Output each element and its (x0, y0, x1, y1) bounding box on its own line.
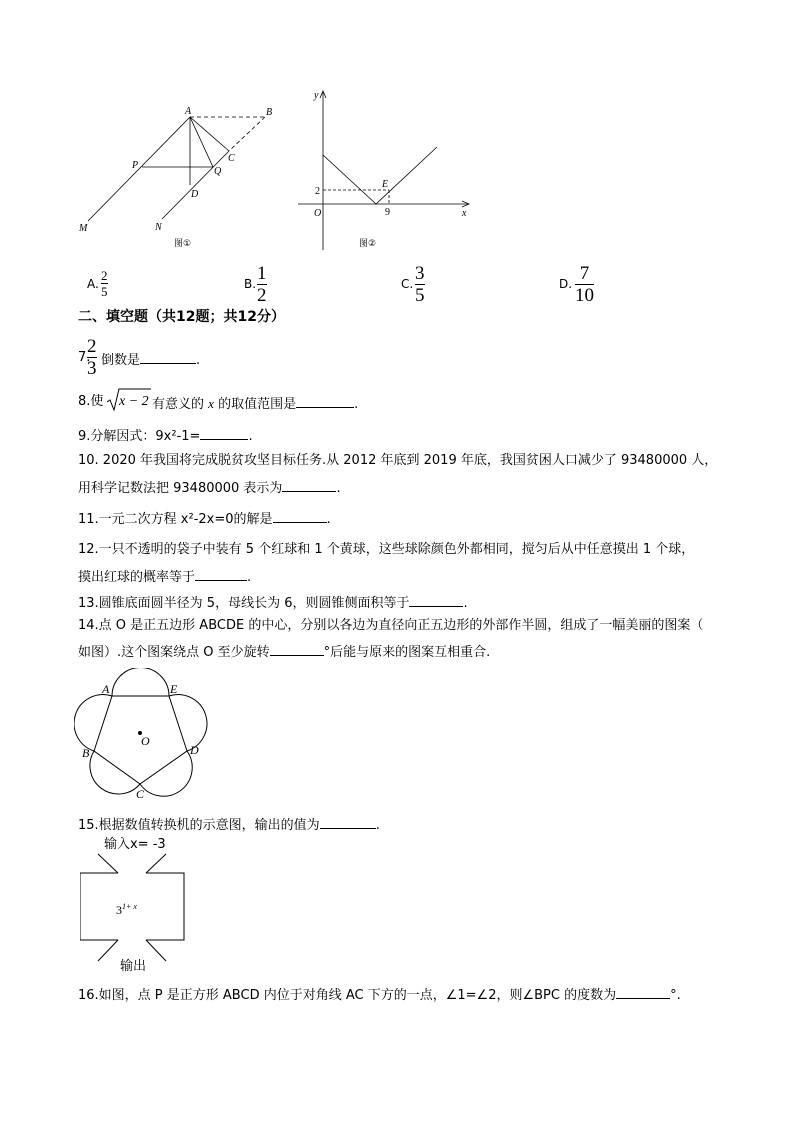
machine-output-chute-left (98, 940, 118, 961)
machine-input-label: 输入x= -3 (104, 837, 166, 852)
fig3-arc-ed (169, 695, 207, 751)
q16-end: °. (670, 988, 681, 1003)
option-a-num: 2 (101, 268, 108, 283)
q9-text: 9.分解因式：9x²-1= (78, 429, 201, 444)
q15-line (78, 814, 380, 835)
q10-line2 (78, 477, 341, 498)
q8-prefix: 8.使 (78, 394, 104, 409)
q7-text (101, 349, 200, 370)
q8-radicand: x − 2 (119, 394, 149, 409)
q15-answer-blank[interactable] (320, 814, 376, 829)
q7-stem: 倒数是 (101, 353, 141, 368)
fig1-line-am (88, 117, 190, 221)
fig3-arc-dc (140, 751, 192, 796)
fig1-label-m: M (79, 223, 88, 234)
fig2-tick-2: 2 (315, 186, 320, 197)
option-a-den: 5 (101, 284, 108, 299)
option-a-label: A. (87, 277, 99, 291)
machine-formula (116, 898, 137, 919)
q14-text-a: 如图）.这个图案绕点 O 至少旋转 (78, 645, 270, 660)
fig2-label-e: E (382, 179, 389, 190)
fig3-label-a: A (102, 682, 110, 696)
machine-input-chute-right (146, 854, 166, 873)
machine-formula-base: 3 (116, 903, 122, 917)
fig1-label-b: B (266, 107, 273, 118)
q16-text: 16.如图，点 P 是正方形 ABCD 内位于对角线 AC 下方的一点，∠1=∠2，则∠BPC 的度数为 (78, 988, 617, 1003)
q14-line2 (78, 641, 490, 662)
fig2-v-curve (323, 147, 437, 204)
fig3-label-e: E (170, 682, 178, 696)
option-c-num: 3 (415, 263, 425, 284)
machine-output-label: 输出 (120, 959, 147, 974)
q13-answer-blank[interactable] (409, 592, 463, 607)
q7-num: 2 (87, 336, 97, 357)
fig3-label-c: C (136, 787, 145, 801)
fig1-line-ac (190, 117, 229, 151)
q8-text (152, 393, 358, 414)
q8-answer-blank[interactable] (296, 393, 354, 408)
fig1-label-p: P (132, 160, 139, 171)
q16-answer-blank[interactable] (616, 984, 670, 999)
q13-text: 13.圆锥底面圆半径为 5，母线长为 6，则圆锥侧面积等于 (78, 596, 410, 611)
option-d-num: 7 (579, 263, 590, 284)
machine-box-outline (80, 873, 118, 940)
q10-text: 用科学记数法把 93480000 表示为 (78, 481, 283, 496)
q15-text: 15.根据数值转换机的示意图，输出的值为 (78, 818, 320, 833)
q10-end: . (336, 481, 341, 496)
fig1-label-n: N (155, 222, 162, 233)
fig1-label-a: A (185, 106, 192, 117)
q11-line (78, 508, 331, 529)
option-b-num: 1 (257, 263, 267, 284)
q14-line1: 14.点 O 是正五边形 ABCDE 的中心，分别以各边为直径向正五边形的外部作半圆，组成了一幅美丽的图案（ (78, 618, 704, 633)
q13-end: . (463, 596, 468, 611)
option-b-den: 2 (257, 285, 267, 306)
q12-answer-blank[interactable] (195, 566, 247, 581)
q9-end: . (248, 429, 253, 444)
machine-formula-exponent: 1+ x (122, 902, 137, 911)
fig3-arc-ae (112, 668, 169, 696)
q7-den: 3 (87, 358, 97, 379)
fig2-label-o: O (314, 208, 322, 219)
fig1-line-aq (190, 117, 213, 167)
fig3-label-o: O (141, 734, 150, 748)
fig1-line-cn (162, 151, 229, 219)
q13-line (78, 592, 468, 613)
q8-end: . (354, 397, 359, 412)
option-b-fraction (257, 264, 267, 305)
fig3-label-b: B (82, 746, 90, 760)
q8-text2: 的取值范围是 (218, 397, 297, 412)
q12-line2 (78, 566, 251, 587)
q7-answer-blank[interactable] (140, 349, 196, 364)
option-d-fraction (575, 264, 594, 305)
option-a-fraction (101, 269, 108, 298)
q8-variable: x (208, 396, 214, 411)
machine-box-outline-right (146, 873, 184, 940)
fig1-label-q: Q (214, 166, 222, 177)
q12-line1: 12.一只不透明的袋子中装有 5 个红球和 1 个黄球，这些球除颜色外都相同，搅匀后从中任意摸出 1 个球， (78, 542, 695, 557)
section-title: 二、填空题（共12题；共12分） (78, 309, 285, 325)
figure-2-graph (290, 86, 480, 256)
q7-end: . (196, 353, 201, 368)
q15-end: . (375, 818, 380, 833)
q11-text: 11.一元二次方程 x²-2x=0的解是 (78, 512, 273, 527)
fig2-tick-9: 9 (385, 207, 390, 218)
fig1-label-c: C (228, 153, 235, 164)
option-c-fraction (415, 264, 425, 305)
fig3-arc-cb (90, 751, 140, 794)
q12-end: . (247, 570, 252, 585)
fig1-line-bc (229, 117, 265, 151)
q14-answer-blank[interactable] (270, 641, 324, 656)
fig2-caption: 图② (359, 239, 377, 249)
machine-output-chute-right (146, 940, 166, 961)
option-c-label: C. (401, 277, 414, 291)
figure-3-pentagon-pattern (74, 668, 214, 802)
machine-input-chute-left (98, 854, 118, 873)
option-b-label: B. (244, 277, 257, 291)
q12-text: 摸出红球的概率等于 (78, 570, 196, 585)
q11-answer-blank[interactable] (273, 508, 327, 523)
fig2-label-x: x (462, 208, 467, 219)
q11-end: . (326, 512, 331, 527)
q9-answer-blank[interactable] (200, 425, 248, 440)
q8-text1: 有意义的 (152, 397, 205, 412)
q16-line (78, 984, 681, 1005)
fig1-label-d: D (191, 189, 199, 200)
option-c-den: 5 (415, 285, 425, 306)
q7-fraction (87, 337, 97, 378)
q10-answer-blank[interactable] (282, 477, 336, 492)
q10-line1: 10. 2020 年我国将完成脱贫攻坚目标任务.从 2012 年底到 2019 年底，我国贫困人口减少了 93480000 人， (78, 453, 718, 468)
fig1-caption: 图① (174, 239, 192, 249)
fig3-arc-ba (74, 695, 112, 751)
option-d-den: 10 (575, 285, 594, 306)
option-d-label: D. (559, 277, 573, 291)
q14-text-b: °后能与原来的图案互相重合. (323, 645, 491, 660)
figure-1-parallelogram (70, 100, 290, 250)
fig3-label-d: D (190, 743, 199, 757)
fig2-label-y: y (314, 90, 319, 101)
q9-line (78, 425, 253, 446)
q7-prefix: 7. (78, 350, 91, 365)
